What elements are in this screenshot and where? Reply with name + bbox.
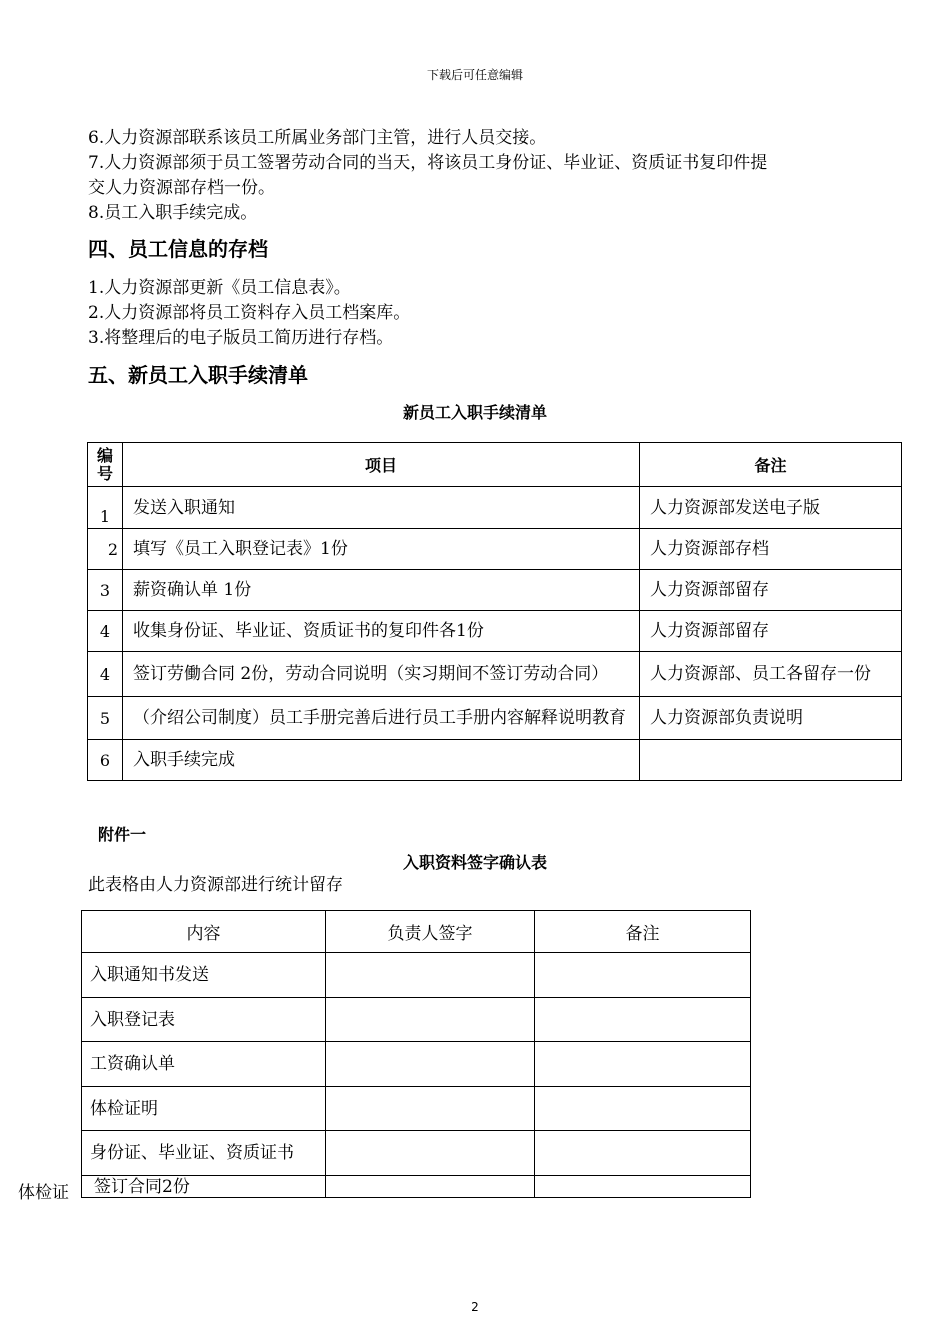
column-header-content: 内容	[82, 911, 326, 953]
column-header-number	[88, 443, 123, 487]
row-content: 工资确认单	[82, 1042, 326, 1087]
remark-cell	[535, 1131, 751, 1176]
row-item: 签订劳働合同 2份，劳动合同说明（实习期间不签订劳动合同）	[123, 652, 640, 697]
stray-text: 体检证	[18, 1183, 69, 1203]
signature-cell	[326, 1176, 535, 1198]
page-number: 2	[471, 1300, 479, 1314]
table-row	[82, 1176, 751, 1198]
column-header-note: 备注	[640, 443, 902, 487]
table-row	[82, 953, 751, 998]
row-content: 入职通知书发送	[82, 953, 326, 998]
row-item: 收集身份证、毕业证、资质证书的复印件各1份	[123, 611, 640, 652]
row-note: 人力资源部、员工各留存一份	[640, 652, 902, 697]
row-note: 人力资源部留存	[640, 570, 902, 611]
table-row	[88, 529, 902, 570]
remark-cell	[535, 1087, 751, 1131]
header-note: 下载后可任意编辑	[426, 68, 523, 82]
table-row	[82, 1087, 751, 1131]
table-row	[88, 697, 902, 740]
row-number: 4	[88, 652, 123, 697]
signature-cell	[326, 1042, 535, 1087]
remark-cell	[535, 1176, 751, 1198]
section4-heading: 四、员工信息的存档	[88, 237, 268, 261]
row-note: 人力资源部发送电子版	[640, 487, 902, 529]
row-item: 入职手续完成	[123, 740, 640, 781]
appendix-label: 附件一	[98, 825, 147, 844]
row-number: 3	[88, 570, 123, 611]
signature-cell	[326, 953, 535, 998]
column-header-signature: 负责人签字	[326, 911, 535, 953]
remark-cell	[535, 998, 751, 1042]
paragraph-step6: 6.人力资源部联系该员工所属业务部门主管，进行人员交接。	[88, 128, 547, 148]
row-number: 1	[88, 487, 123, 529]
remark-cell	[535, 953, 751, 998]
column-header-number-text: 编号	[96, 445, 113, 483]
row-number: 4	[88, 611, 123, 652]
row-content: 身份证、毕业证、资质证书	[82, 1131, 326, 1176]
section5-heading: 五、新员工入职手续清单	[88, 363, 308, 387]
section4-item-1: 1.人力资源部更新《员工信息表》。	[88, 278, 351, 298]
row-note: 人力资源部负责说明	[640, 697, 902, 740]
row-content: 入职登记表	[82, 998, 326, 1042]
row-note: 人力资源部存档	[640, 529, 902, 570]
row-content: 体检证明	[82, 1087, 326, 1131]
checklist-table-title: 新员工入职手续清单	[402, 403, 547, 422]
table-row	[82, 1042, 751, 1087]
section4-item-2: 2.人力资源部将员工资料存入员工档案库。	[88, 303, 411, 323]
table-row	[88, 611, 902, 652]
section4-item-3: 3.将整理后的电子版员工简历进行存档。	[88, 328, 394, 348]
table-row	[88, 740, 902, 781]
appendix-subtitle: 此表格由人力资源部进行统计留存	[88, 875, 343, 895]
remark-cell	[535, 1042, 751, 1087]
row-item: （介绍公司制度）员工手册完善后进行员工手册内容解释说明教育	[123, 697, 640, 740]
signature-cell	[326, 998, 535, 1042]
row-note: 人力资源部留存	[640, 611, 902, 652]
row-content: 签订合同2份	[82, 1176, 326, 1198]
signature-cell	[326, 1087, 535, 1131]
column-header-item: 项目	[123, 443, 640, 487]
column-header-remark: 备注	[535, 911, 751, 953]
onboarding-checklist-table	[87, 442, 902, 781]
row-item: 薪资确认单 1份	[123, 570, 640, 611]
table-row	[88, 487, 902, 529]
paragraph-step7-line2: 交人力资源部存档一份。	[88, 178, 275, 198]
table-row	[82, 1131, 751, 1176]
paragraph-step8: 8.员工入职手续完成。	[88, 203, 258, 223]
row-item: 发送入职通知	[123, 487, 640, 529]
row-item: 填写《员工入职登记表》1份	[123, 529, 640, 570]
signature-confirmation-table	[81, 910, 751, 1198]
table-row	[88, 652, 902, 697]
row-number: 2	[88, 529, 123, 570]
appendix-title: 入职资料签字确认表	[402, 853, 547, 872]
row-number: 5	[88, 697, 123, 740]
table-row	[88, 570, 902, 611]
table-row	[82, 998, 751, 1042]
row-number: 6	[88, 740, 123, 781]
row-note	[640, 740, 902, 781]
signature-cell	[326, 1131, 535, 1176]
paragraph-step7-line1: 7.人力资源部须于员工签署劳动合同的当天，将该员工身份证、毕业证、资质证书复印件提	[88, 153, 768, 173]
